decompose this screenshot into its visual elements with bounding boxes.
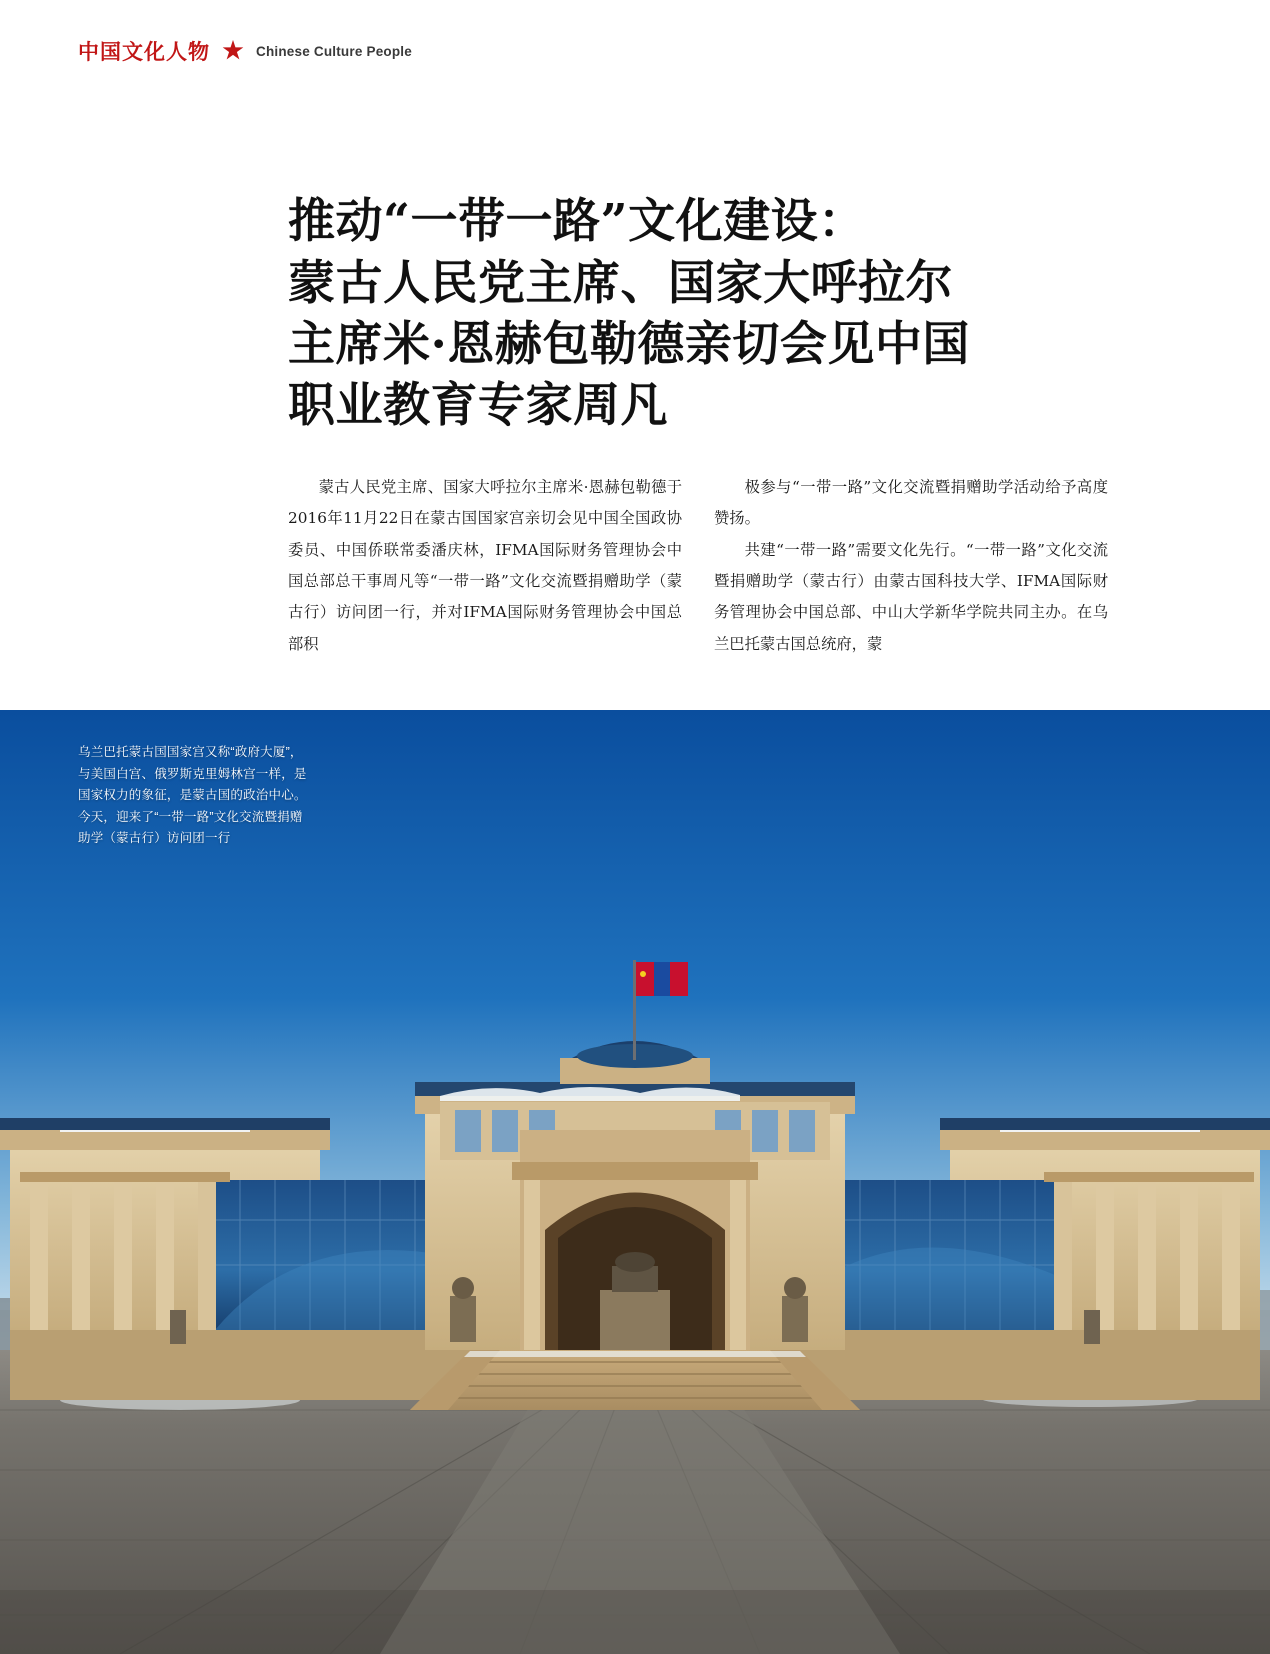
headline-line-1: 推动“一带一路”文化建设：: [288, 194, 866, 250]
caption-line-4: 今天，迎来了“一带一路”文化交流暨捐赠: [78, 809, 303, 824]
paragraph: 蒙古人民党主席、国家大呼拉尔主席米·恩赫包勒德于2016年11月22日在蒙古国国家宫亲切会见中国全国政协委员、中国侨联常委潘庆林，IFMA国际财务管理协会中国总部总干事周凡等“一带一路”文化交流暨捐赠助学（蒙古行）访问团一行，并对IFMA国际财务管理协会中国总部积: [288, 478, 682, 653]
caption-line-3: 国家权力的象征，是蒙古国的政治中心。: [78, 788, 307, 802]
article-column-left: [288, 472, 682, 660]
masthead-english-logo: Chinese Culture People: [256, 43, 412, 59]
article-column-right: [714, 472, 1108, 660]
mongolian-government-palace-photo: [0, 710, 1270, 1654]
caption-line-5: 助学（蒙古行）访问团一行: [78, 831, 231, 845]
caption-line-1: 乌兰巴托蒙古国国家宫又称“政府大厦”，: [78, 745, 303, 759]
photo-illustration: [0, 710, 1270, 1654]
masthead-chinese-logo: 中国文化人物: [78, 38, 210, 64]
article-body: [288, 472, 1108, 660]
photo-caption: [78, 742, 378, 850]
caption-line-2: 与美国白宫、俄罗斯克里姆林宫一样，是: [78, 766, 307, 781]
masthead: [78, 40, 412, 62]
paragraph: 极参与“一带一路”文化交流暨捐赠助学活动给予高度赞扬。: [714, 478, 1108, 528]
headline-line-4: 职业教育专家周凡: [288, 377, 668, 433]
headline-line-3: 主席米·恩赫包勒德亲切会见中国: [288, 316, 970, 372]
paragraph: 共建“一带一路”需要文化先行。“一带一路”文化交流暨捐赠助学（蒙古行）由蒙古国科技大学、IFMA国际财务管理协会中国总部、中山大学新华学院共同主办。在乌兰巴托蒙古国总统府，蒙: [714, 540, 1108, 653]
headline-line-2: 蒙古人民党主席、国家大呼拉尔: [288, 255, 953, 311]
star-icon: ★: [222, 38, 245, 63]
page-title: [288, 191, 1048, 435]
